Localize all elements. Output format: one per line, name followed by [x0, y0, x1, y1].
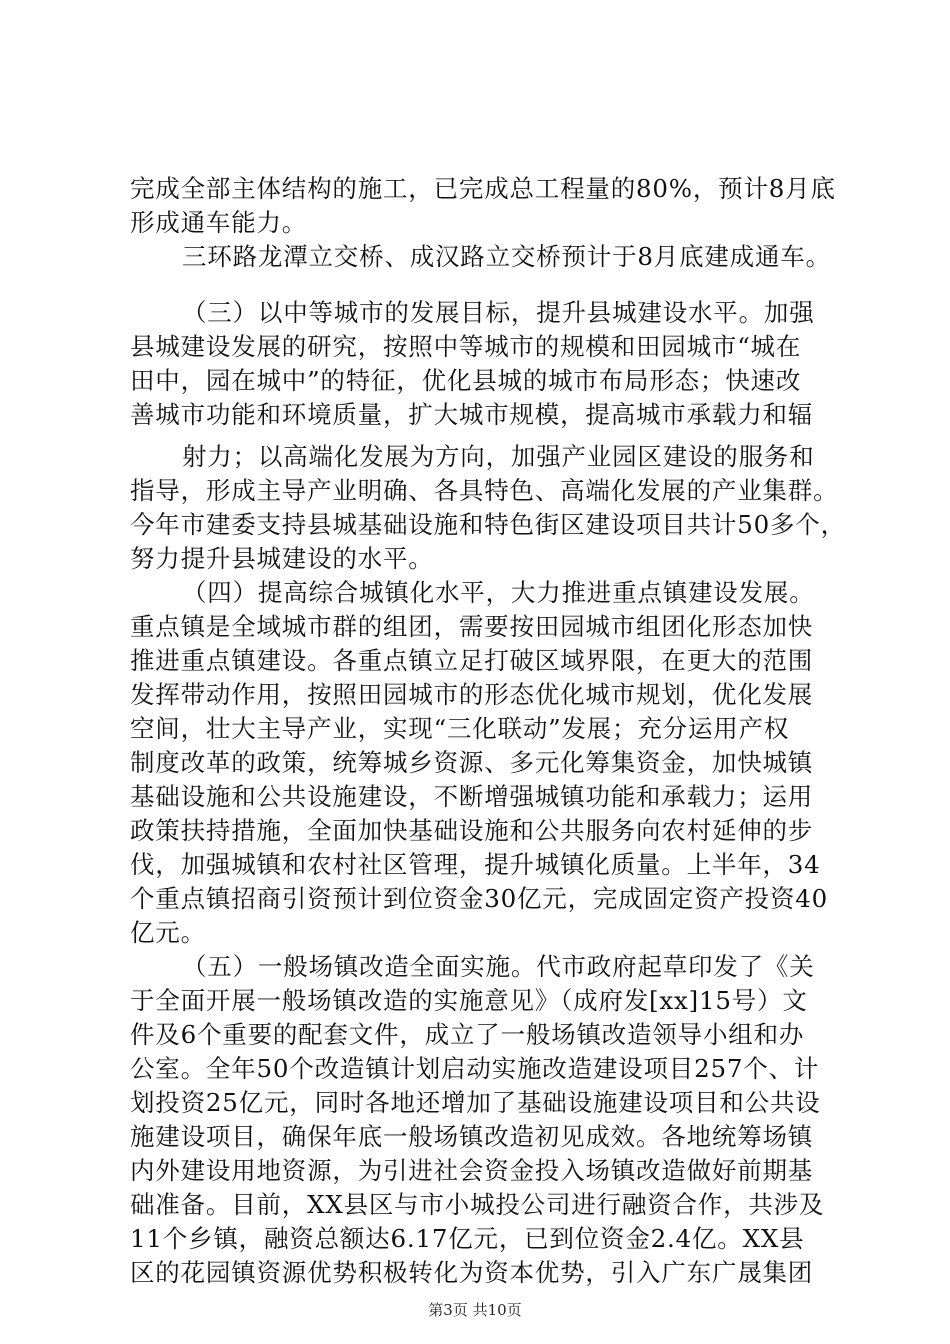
- body-text-line: 努力提升县城建设的水平。: [130, 544, 434, 573]
- body-text-line: 11个乡镇，融资总额达6.17亿元，已到位资金2.4亿。XX县: [130, 1224, 805, 1253]
- body-text-line: 施建设项目，确保年底一般场镇改造初见成效。各地统筹场镇: [130, 1122, 814, 1151]
- body-text-line: 重点镇是全域城市群的组团，需要按田园城市组团化形态加快: [130, 612, 814, 641]
- body-text-line: （五）一般场镇改造全面实施。代市政府起草印发了《关: [182, 952, 815, 981]
- body-text-line: 善城市功能和环境质量，扩大城市规模，提高城市承载力和辐: [130, 400, 814, 429]
- body-text-line: 件及6个重要的配套文件，成立了一般场镇改造领导小组和办: [130, 1020, 805, 1049]
- body-text-line: 发挥带动作用，按照田园城市的形态优化城市规划，优化发展: [130, 680, 814, 709]
- body-text-line: 指导，形成主导产业明确、各具特色、高端化发展的产业集群。: [130, 476, 839, 505]
- body-text-line: 公室。全年50个改造镇计划启动实施改造建设项目257个、计: [130, 1054, 820, 1083]
- page-footer: 第3页 共10页: [428, 1301, 522, 1319]
- body-text-line: 三环路龙潭立交桥、成汉路立交桥预计于8月底建成通车。: [182, 242, 831, 271]
- body-text-line: （三）以中等城市的发展目标，提升县城建设水平。加强: [182, 298, 815, 327]
- body-text-line: 划投资25亿元，同时各地还增加了基础设施建设项目和公共设: [130, 1088, 821, 1117]
- body-text-line: （四）提高综合城镇化水平，大力推进重点镇建设发展。: [182, 578, 815, 607]
- body-text-line: 田中，园在城中”的特征，优化县城的城市布局形态；快速改: [130, 366, 802, 395]
- body-text-line: 今年市建委支持县城基础设施和特色街区建设项目共计50多个，: [130, 510, 846, 539]
- body-text-line: 础准备。目前，XX县区与市小城投公司进行融资合作，共涉及: [130, 1190, 825, 1219]
- body-text-line: 推进重点镇建设。各重点镇立足打破区域界限，在更大的范围: [130, 646, 814, 675]
- body-text-line: 空间，壮大主导产业，实现“三化联动”发展；充分运用产权: [130, 714, 790, 743]
- body-text-line: 县城建设发展的研究，按照中等城市的规模和田园城市“城在: [130, 332, 802, 361]
- body-text-line: 内外建设用地资源，为引进社会资金投入场镇改造做好前期基: [130, 1156, 814, 1185]
- body-text-line: 政策扶持措施，全面加快基础设施和公共服务向农村延伸的步: [130, 816, 814, 845]
- body-text-line: 亿元。: [130, 918, 206, 947]
- body-text-line: 射力；以高端化发展为方向，加强产业园区建设的服务和: [182, 442, 815, 471]
- body-text-line: 伐，加强城镇和农村社区管理，提升城镇化质量。上半年，34: [130, 850, 821, 879]
- body-text-line: 制度改革的政策，统筹城乡资源、多元化筹集资金，加快城镇: [130, 748, 814, 777]
- body-text-line: 形成通车能力。: [130, 208, 308, 237]
- body-text-line: 个重点镇招商引资预计到位资金30亿元，完成固定资产投资40: [130, 884, 829, 913]
- body-text-line: 区的花园镇资源优势积极转化为资本优势，引入广东广晟集团: [130, 1258, 814, 1287]
- body-text-line: 于全面开展一般场镇改造的实施意见》（成府发[xx]15号）文: [130, 986, 808, 1015]
- body-text-line: 基础设施和公共设施建设，不断增强城镇功能和承载力；运用: [130, 782, 814, 811]
- body-text-line: 完成全部主体结构的施工，已完成总工程量的80%，预计8月底: [130, 174, 836, 203]
